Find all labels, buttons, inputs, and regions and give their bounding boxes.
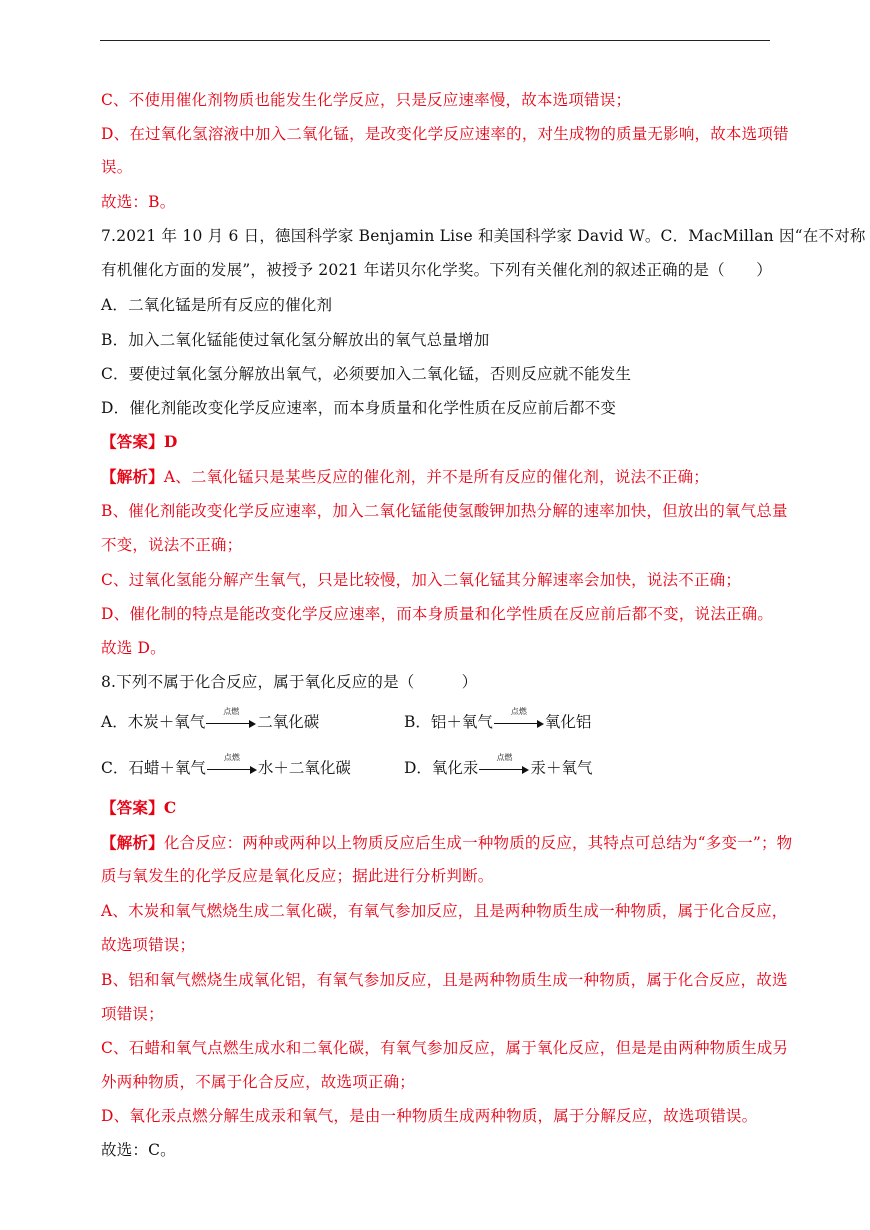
arrow-condition-label: 点燃: [223, 753, 240, 762]
q8-analysis-a-line1: A、木炭和氧气燃烧生成二氧化碳，有氧气参加反应，且是两种物质生成一种物质，属于化合反应，: [101, 902, 788, 920]
q8-analysis-label: 【解析】: [101, 833, 164, 852]
q7-stem-line1: 7.2021 年 10 月 6 日，德国科学家 Benjamin Lise 和美国科学家 David W。C．MacMillan 因“在不对称: [101, 227, 866, 245]
q6-analysis-c: C、不使用催化剂物质也能发生化学反应，只是反应速率慢，故本选项错误；: [101, 91, 632, 109]
q7-analysis-a-text: A、二氧化锰只是某些反应的催化剂，并不是所有反应的催化剂，说法不正确；: [163, 468, 710, 486]
q8-option-b-products: 氧化铝: [544, 713, 592, 731]
q7-analysis-b-line1: B、催化剂能改变化学反应速率，加入二氧化锰能使氢酸钾加热分解的速率加快，但放出的氧气总量: [101, 502, 788, 520]
q8-analysis-c-line2: 外两种物质，不属于化合反应，故选项正确；: [101, 1073, 416, 1091]
arrow-condition-label: 点燃: [510, 707, 527, 716]
reaction-arrow-icon: [494, 707, 544, 732]
q8-analysis-c-line1: C、石蜡和氧气点燃生成水和二氧化碳，有氧气参加反应，属于氧化反应，但是是由两种物质生成另: [101, 1039, 789, 1057]
q8-option-d: [404, 753, 593, 778]
q8-analysis-intro-line1: [101, 833, 792, 853]
q6-choice: 故选：B。: [101, 193, 176, 211]
q6-analysis-d-line1: D、在过氧化氢溶液中加入二氧化锰，是改变化学反应速率的，对生成物的质量无影响，故本选项错: [101, 125, 789, 143]
q7-analysis-c: C、过氧化氢能分解产生氧气，只是比较慢，加入二氧化锰其分解速率会加快，说法不正确；: [101, 571, 742, 589]
q7-option-a: A．二氧化锰是所有反应的催化剂: [101, 296, 333, 314]
q8-choice: 故选：C。: [101, 1141, 176, 1159]
arrow-condition-label: 点燃: [223, 707, 240, 716]
q8-answer: [101, 798, 176, 818]
q7-stem-line2: 有机催化方面的发展”，被授予 2021 年诺贝尔化学奖。下列有关催化剂的叙述正确的是（ ）: [101, 261, 772, 279]
q7-option-d: D．催化剂能改变化学反应速率，而本身质量和化学性质在反应前后都不变: [101, 399, 617, 417]
q8-answer-label: 【答案】: [101, 798, 164, 817]
q7-answer-label: 【答案】: [101, 432, 164, 451]
q8-analysis-d: D、氧化汞点燃分解生成汞和氧气，是由一种物质生成两种物质，属于分解反应，故选项错误。: [101, 1107, 758, 1125]
reaction-arrow-icon: [479, 753, 529, 778]
q7-option-c: C．要使过氧化氢分解放出氧气，必须要加入二氧化锰，否则反应就不能发生: [101, 365, 632, 383]
header-rule: [100, 40, 770, 41]
q8-analysis-intro-line2: 质与氧发生的化学反应是氧化反应；据此进行分析判断。: [101, 867, 494, 885]
q8-stem: 8.下列不属于化合反应，属于氧化反应的是（ ）: [101, 673, 478, 691]
q8-option-b-reactants: B．铝＋氧气: [404, 713, 493, 731]
reaction-arrow-icon: [206, 707, 256, 732]
q8-option-c-products: 水＋二氧化碳: [257, 759, 351, 777]
q7-analysis-d: D、催化制的特点是能改变化学反应速率，而本身质量和化学性质在反应前后都不变，说法正确。: [101, 605, 774, 623]
q7-option-b: B．加入二氧化锰能使过氧化氢分解放出的氧气总量增加: [101, 331, 490, 349]
q8-option-a-reactants: A．木炭＋氧气: [101, 713, 206, 731]
q8-option-d-products: 汞＋氧气: [530, 759, 593, 777]
q7-choice: 故选 D。: [101, 639, 166, 657]
q8-analysis-intro-text: 化合反应：两种或两种以上物质反应后生成一种物质的反应，其特点可总结为“多变一”；物: [163, 834, 793, 852]
q7-answer: [101, 432, 177, 452]
q8-option-c-reactants: C．石蜡＋氧气: [101, 759, 206, 777]
q8-option-b: [404, 707, 592, 732]
q8-analysis-b-line2: 项错误；: [101, 1005, 164, 1023]
q8-option-c: [101, 753, 351, 778]
q7-analysis-b-line2: 不变，说法不正确；: [101, 536, 243, 554]
q8-analysis-a-line2: 故选项错误；: [101, 936, 196, 954]
arrow-condition-label: 点燃: [496, 753, 513, 762]
q8-option-a-products: 二氧化碳: [257, 713, 320, 731]
q7-analysis-label: 【解析】: [101, 467, 164, 486]
q8-option-a: [101, 707, 320, 732]
q8-option-d-reactants: D．氧化汞: [404, 759, 479, 777]
reaction-arrow-icon: [207, 753, 257, 778]
q6-analysis-d-line2: 误。: [101, 158, 133, 176]
q7-analysis-a: [101, 467, 709, 487]
q8-answer-value: C: [163, 798, 177, 817]
q7-answer-value: D: [163, 432, 178, 451]
q8-analysis-b-line1: B、铝和氧气燃烧生成氧化铝，有氧气参加反应，且是两种物质生成一种物质，属于化合反应，故选: [101, 971, 788, 989]
